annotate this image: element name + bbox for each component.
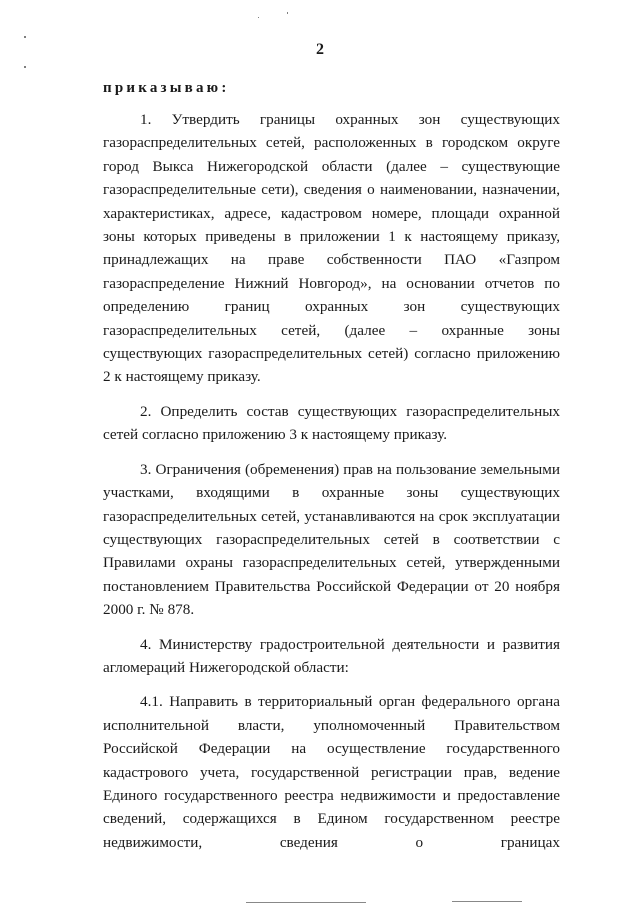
scan-speck (287, 12, 288, 14)
scan-speck (24, 66, 26, 68)
paragraph-3: 3. Ограничения (обременения) прав на пользование земельными участками, входящими в охранные зоны существующих газораспределительных сетей, устанавливаются на срок эксплуатации существующих газораспределительных сетей в соответствии с Правилами охраны газораспределительных сетей, утвержденными постановлением Правительства Российской Федерации от 20 ноября 2000 г. № 878. (103, 460, 560, 619)
scan-edge-line (452, 901, 522, 902)
scan-speck (258, 17, 259, 18)
paragraph-1: 1. Утвердить границы охранных зон существующих газораспределительных сетей, расположенных в городском округе город Выкса Нижегородской области (далее – существующие газораспределительные сети), сведения о наименовании, назначении, характеристиках, адресе, кадастровом номере, площади охранной зоны которых приведены в приложении 1 к настоящему приказу, принадлежащих на праве собственности ПАО «Газпром газораспределение Нижний Новгород», на основании отчетов по определению границ охранных зон существующих газораспределительных сетей, (далее – охранные зоны существующих газораспределительных сетей) согласно приложению 2 к настоящему приказу. (103, 111, 560, 386)
order-heading: приказываю: (103, 80, 230, 96)
paragraph-4: 4. Министерству градостроительной деятельности и развития агломераций Нижегородской области: (103, 635, 560, 676)
document-body (103, 108, 560, 854)
paragraph-4-1: 4.1. Направить в территориальный орган федерального органа исполнительной власти, уполномоченный Правительством Российской Федерации на осуществление государственного кадастрового учета, государственной регистрации прав, ведение Единого государственного реестра недвижимости и предоставление сведений, содержащихся в Едином государственном реестре недвижимости, сведения о границах (103, 693, 560, 851)
paragraph-2: 2. Определить состав существующих газораспределительных сетей согласно приложению 3 к настоящему приказу. (103, 402, 560, 444)
page-number: 2 (316, 41, 324, 58)
scan-speck (24, 36, 26, 38)
scan-edge-line (246, 902, 366, 903)
